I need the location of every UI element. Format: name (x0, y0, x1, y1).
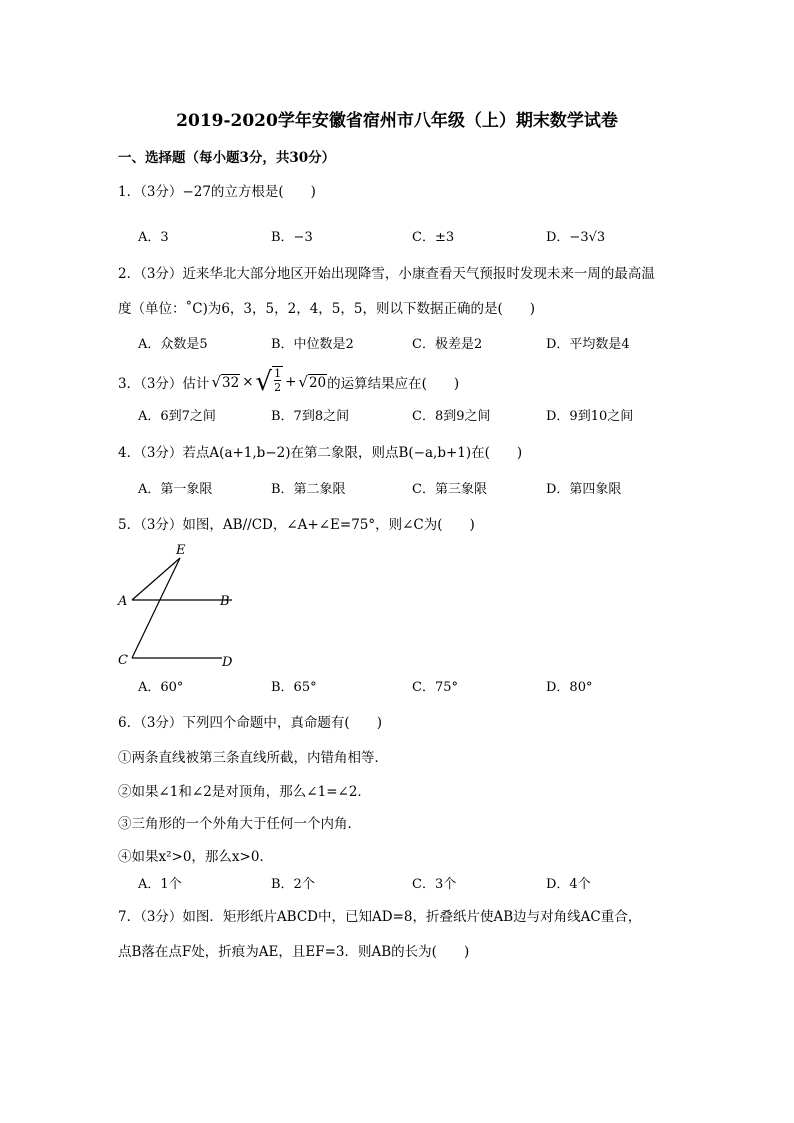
question-3 (118, 369, 459, 395)
q2-option-a: A．众数是5 (138, 337, 208, 352)
question-7-line-2: 点B落在点F处，折痕为AE，且EF=3．则AB的长为( ) (118, 944, 470, 960)
line-ae (132, 558, 180, 600)
q2-option-c: C．极差是2 (412, 337, 483, 352)
times-sign: × (242, 374, 254, 390)
question-1: 1．（3分）−27的立方根是( ) (118, 184, 316, 200)
parallel-lines-figure (112, 540, 242, 670)
statement-2: ②如果∠1和∠2是对顶角，那么∠1=∠2． (118, 784, 371, 800)
label-b: B (220, 594, 230, 609)
statement-3: ③三角形的一个外角大于任何一个内角． (118, 816, 361, 832)
sqrt-32: √ 32 (211, 373, 240, 391)
question-2-line-2: 度（单位：˚C)为6，3，5，2，4，5，5，则以下数据正确的是( ) (118, 301, 536, 317)
q1-option-d: D．−3√3 (546, 230, 606, 245)
q4-option-a: A．第一象限 (138, 482, 213, 497)
label-a: A (118, 594, 128, 609)
statement-1: ①两条直线被第三条直线所截，内错角相等． (118, 750, 388, 766)
q4-option-c: C．第三象限 (412, 482, 487, 497)
line-ec (132, 558, 180, 658)
q4-option-b: B．第二象限 (271, 482, 346, 497)
sqrt-20: √ 20 (298, 373, 327, 391)
q5-option-a: A．60° (138, 680, 184, 695)
q3-option-a: A．6到7之间 (138, 409, 216, 424)
q4-option-d: D．第四象限 (546, 482, 622, 497)
q1-option-c: C．±3 (412, 230, 455, 245)
q1-option-a: A．3 (138, 230, 169, 245)
plus-sign: + (285, 374, 297, 390)
question-5: 5．（3分）如图，AB//CD，∠A+∠E=75°，则∠C为( ) (118, 517, 475, 533)
q6-option-d: D．4个 (546, 877, 591, 892)
q2-option-b: B．中位数是2 (271, 337, 354, 352)
q5-option-d: D．80° (546, 680, 593, 695)
label-d: D (222, 655, 233, 670)
q6-option-a: A．1个 (138, 877, 182, 892)
q6-option-c: C．3个 (412, 877, 457, 892)
question-6: 6．（3分）下列四个命题中，真命题有( ) (118, 715, 382, 731)
question-7-line-1: 7．（3分）如图．矩形纸片ABCD中，已知AD=8，折叠纸片使AB边与对角线AC重合， (118, 909, 642, 925)
statement-4: ④如果x²>0，那么x>0． (118, 849, 273, 865)
label-e: E (176, 543, 186, 558)
q5-option-b: B．65° (271, 680, 317, 695)
sqrt-half: √ 1 2 (255, 367, 282, 397)
q3-option-c: C．8到9之间 (412, 409, 491, 424)
question-4: 4．（3分）若点A(a+1,b−2)在第二象限，则点B(−a,b+1)在( ) (118, 445, 523, 461)
q1-option-b: B．−3 (271, 230, 313, 245)
q3-suffix: 的运算结果应在( ) (327, 376, 460, 392)
q3-prefix: 3．（3分）估计 (118, 376, 210, 392)
label-c: C (118, 653, 128, 668)
q5-option-c: C．75° (412, 680, 458, 695)
q3-option-d: D．9到10之间 (546, 409, 634, 424)
q6-option-b: B．2个 (271, 877, 315, 892)
page-title: 2019-2020学年安徽省宿州市八年级（上）期末数学试卷 (176, 111, 618, 131)
section-heading: 一、选择题（每小题3分，共30分） (118, 150, 336, 166)
q3-option-b: B．7到8之间 (271, 409, 350, 424)
q2-option-d: D．平均数是4 (546, 337, 630, 352)
question-2-line-1: 2．（3分）近来华北大部分地区开始出现降雪，小康查看天气预报时发现未来一周的最高温 (118, 266, 655, 282)
